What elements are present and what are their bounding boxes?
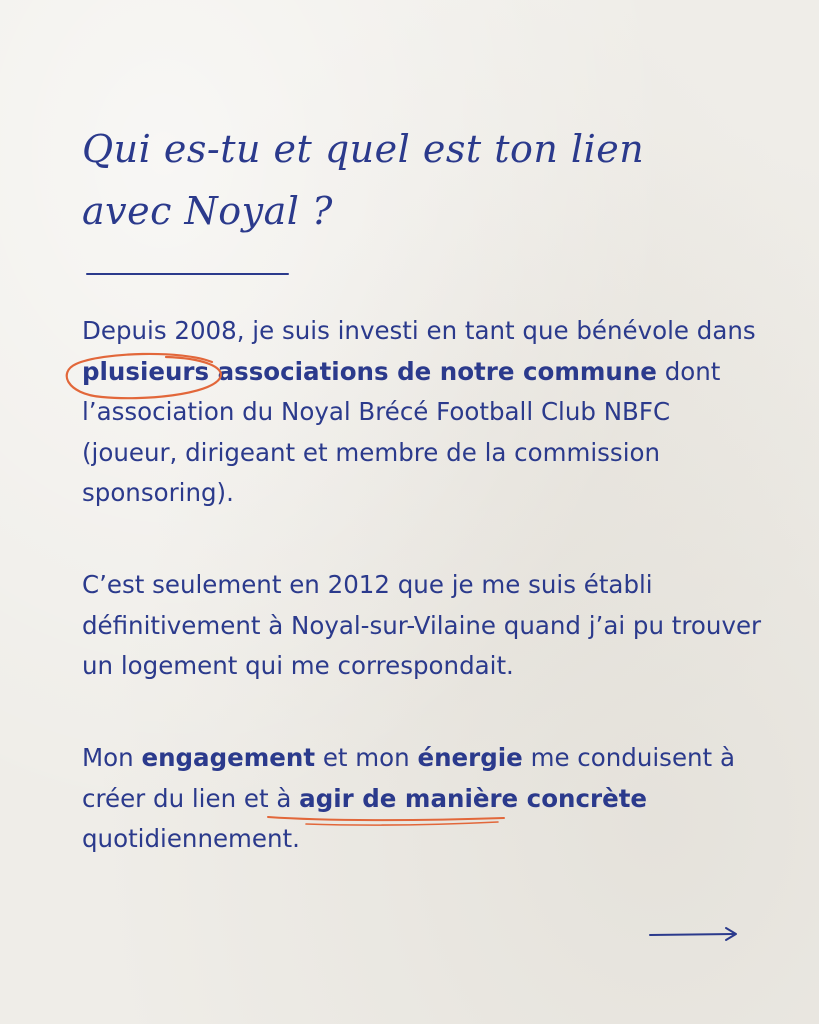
text-segment: dont l’association du Noyal Brécé Football Club NBFC (joueur, dirigeant et membre de la commission sponsoring). bbox=[82, 356, 721, 507]
bold-engagement: engagement bbox=[141, 743, 316, 772]
paragraph-engagement bbox=[82, 738, 762, 860]
arrow-right-icon[interactable] bbox=[648, 924, 740, 944]
heading-divider bbox=[86, 273, 289, 275]
highlight-benevole: bénévole bbox=[576, 316, 689, 345]
text-segment: quotidiennement. bbox=[82, 824, 300, 853]
text-segment: et à bbox=[236, 783, 300, 813]
question-line-2: avec Noyal ? bbox=[82, 189, 333, 233]
text-segment: et mon bbox=[315, 743, 418, 772]
question-line-1: Qui es-tu et quel est ton lien bbox=[82, 127, 645, 171]
highlight-creer-du-lien: créer du lien bbox=[82, 783, 237, 813]
text-segment: Mon bbox=[82, 743, 142, 772]
bold-energie: énergie bbox=[417, 743, 523, 772]
bold-agir: agir de manière concrète bbox=[299, 783, 648, 813]
text-segment: Depuis 2008, je suis investi en tant que bbox=[82, 316, 577, 345]
question-heading bbox=[82, 118, 682, 242]
paragraph-settled: C’est seulement en 2012 que je me suis établi définitivement à Noyal-sur-Vilaine quand j’ai pu trouver un logement qui me correspondait. bbox=[82, 570, 762, 680]
text-segment: dans bbox=[688, 316, 756, 345]
bold-associations: plusieurs associations de notre commune bbox=[82, 356, 657, 386]
text-segment: me conduisent à bbox=[522, 743, 735, 772]
paragraph-volunteering bbox=[82, 311, 762, 514]
